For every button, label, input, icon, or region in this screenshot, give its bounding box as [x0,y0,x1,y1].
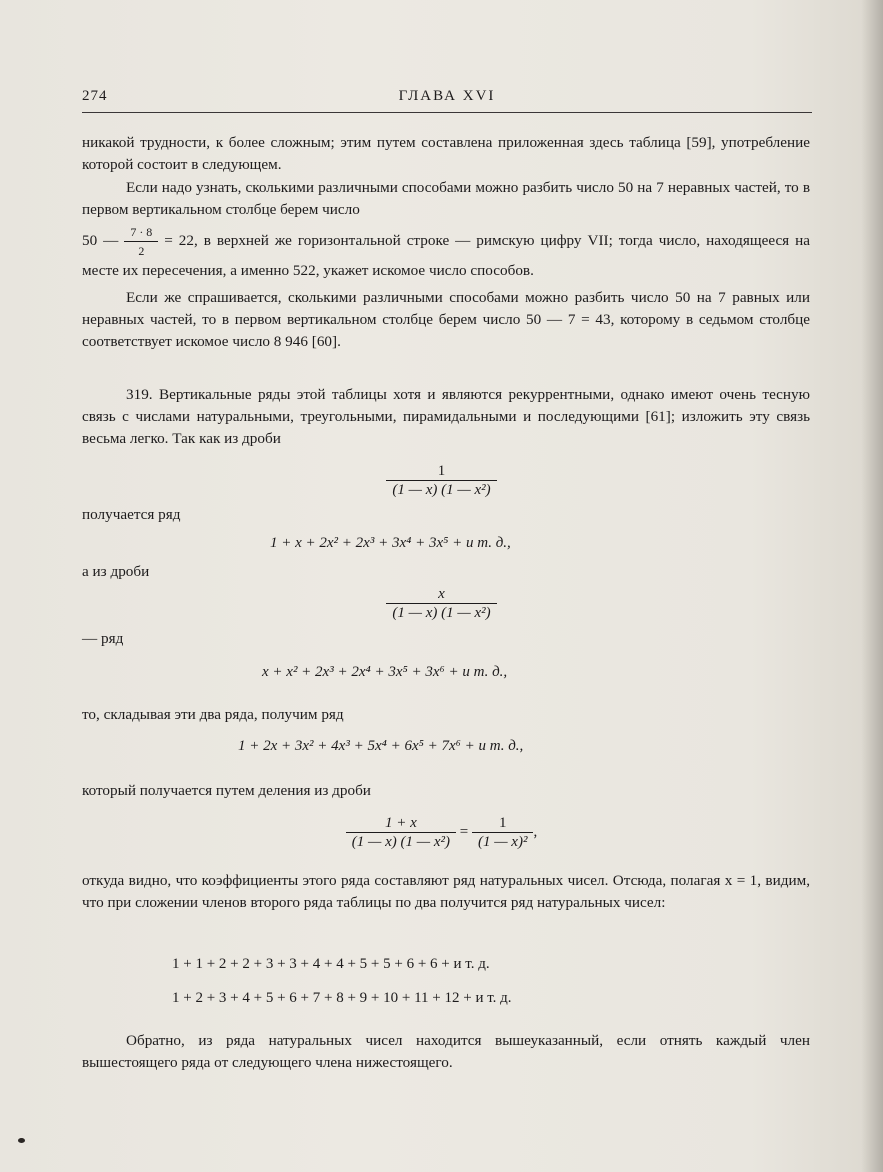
paragraph-2 [82,177,810,282]
fraction-identity [0,814,883,851]
inline-fraction [124,223,158,260]
equals-sign: = [459,823,469,840]
fraction-numerator: x [386,585,496,604]
paragraph-text: Если же спрашивается, сколькими различными способами можно разбить число 50 на 7 равных или неравных частей, то в первом вертикальном столбце берем число 50 — 7 = 43, которому в седьмом столбце соответствует искомое число 8 946 [60]. [82,289,810,350]
fraction-numerator: 1 [386,462,496,481]
paragraph-2-continued [82,223,810,282]
paragraph-3 [82,287,810,353]
fraction-numerator: 7 · 8 [124,223,158,242]
fraction-numerator: 1 + x [346,814,456,833]
chapter-title: ГЛАВА XVI [398,88,496,104]
text-label: то, складывая эти два ряда, получим ряд [82,706,344,723]
text-label: который получается путем деления из дроби [82,782,371,799]
paragraph-4 [82,384,810,450]
paragraph-text: Обратно, из ряда натуральных чисел находится вышеуказанный, если отнять каждый член вышестоящего ряда от следующего члена нижестоящего. [82,1032,810,1071]
running-header [82,88,812,110]
fraction-denominator: (1 — x)² [477,834,528,850]
paragraph-text: Если надо узнать, сколькими различными способами можно разбить число 50 на 7 неравных частей, то в первом вертикальном столбце берем число [82,179,810,218]
paragraph-text: 319. Вертикальные ряды этой таблицы хотя и являются рекуррентными, однако имеют очень тесную связь с числами натуральными, треугольными, пирамидальными и последующими [61]; изложить эту связь весьма легко. Так как из дроби [82,386,810,447]
fraction-denominator: (1 — x) (1 — x²) [392,482,491,498]
punctuation: , [533,823,538,840]
fraction-numerator: 1 [472,814,533,833]
text-label: а из дроби [82,563,150,580]
series-3: 1 + 2x + 3x² + 4x³ + 5x⁴ + 6x⁵ + 7x⁶ + и т. д., [238,738,524,754]
paragraph-8 [82,1030,810,1074]
series-1: 1 + x + 2x² + 2x³ + 3x⁴ + 3x⁵ + и т. д., [270,535,511,551]
fraction-denominator: (1 — x) (1 — x²) [392,605,491,621]
fraction-denominator: 2 [138,244,145,258]
fraction-2 [0,585,883,622]
text-label: — ряд [82,630,124,647]
header-rule [82,112,812,113]
fraction-denominator: (1 — x) (1 — x²) [351,834,450,850]
paragraph-1 [82,132,810,176]
series-2: x + x² + 2x³ + 2x⁴ + 3x⁵ + 3x⁶ + и т. д., [262,664,508,680]
expression-prefix: 50 — [82,231,119,249]
series-5: 1 + 2 + 3 + 4 + 5 + 6 + 7 + 8 + 9 + 10 + 11 + 12 + и т. д. [172,990,512,1006]
text-label: получается ряд [82,506,181,523]
fraction-1 [0,462,883,499]
paragraph-7 [82,870,810,914]
page-number: 274 [82,88,108,104]
series-4: 1 + 1 + 2 + 2 + 3 + 3 + 4 + 4 + 5 + 5 + 6 + 6 + и т. д. [172,956,490,972]
paragraph-text: никакой трудности, к более сложным; этим путем составлена приложенная здесь таблица [59], употребление которой состоит в следующем. [82,134,810,173]
paragraph-text: откуда видно, что коэффициенты этого ряда составляют ряд натуральных чисел. Отсюда, полагая x = 1, видим, что при сложении членов второго ряда таблицы по два получится ряд натуральных чисел: [82,872,810,911]
ink-spot [18,1138,25,1143]
paragraph-text: = 22, в верхней же горизонтальной строке — римскую цифру VII; тогда число, находящееся на месте их пересечения, а именно 522, укажет искомое число способов. [82,231,811,279]
